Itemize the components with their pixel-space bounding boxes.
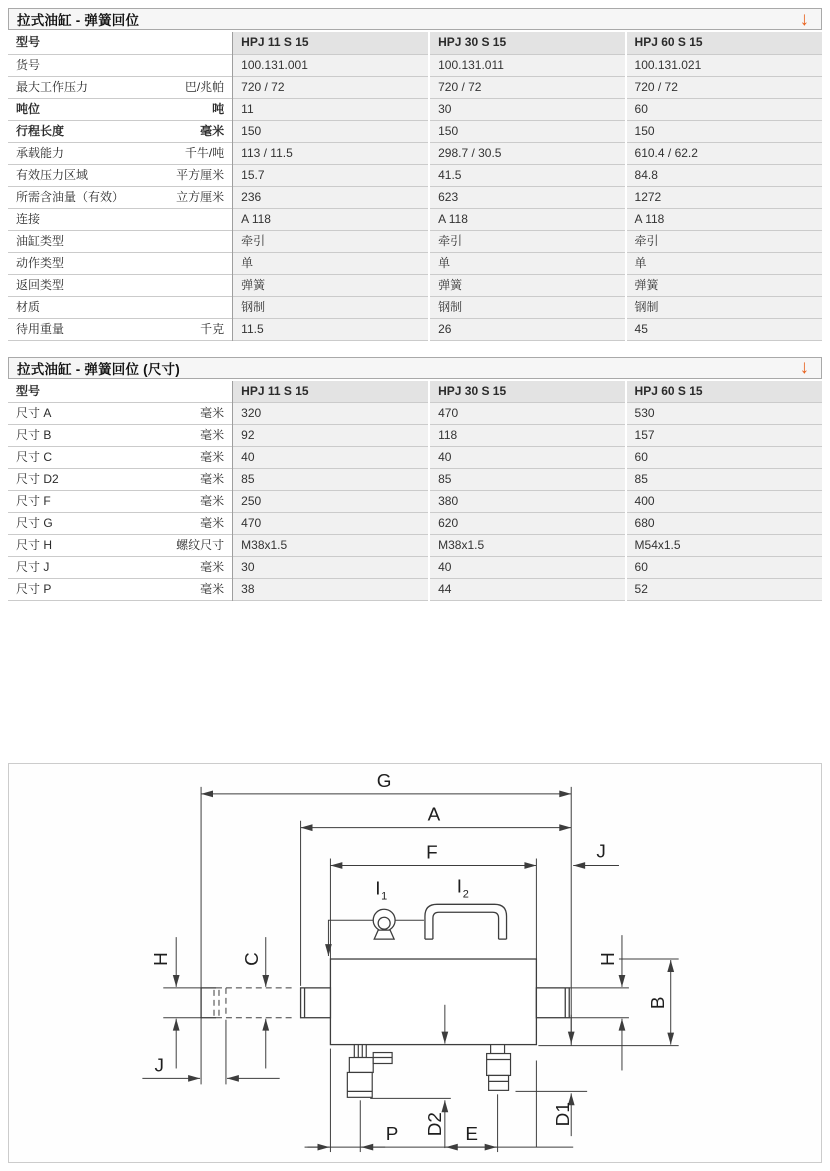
value-cell: 84.8 [626, 164, 822, 186]
row-label: 尺寸 D2 [16, 472, 59, 486]
row-unit: 千克 [200, 321, 225, 336]
value-cell: 11.5 [233, 318, 429, 340]
value-cell: 610.4 / 62.2 [626, 142, 822, 164]
table-row [8, 425, 822, 447]
model-header: 型号 [8, 381, 233, 403]
value-cell: 85 [233, 469, 429, 491]
dimension-section [8, 357, 822, 602]
value-cell: 45 [626, 318, 822, 340]
row-unit: 千牛/吨 [184, 145, 225, 160]
value-cell: 40 [429, 447, 625, 469]
table-row [8, 252, 822, 274]
table-row [8, 447, 822, 469]
table-header-row [8, 381, 822, 403]
row-unit: 毫米 [200, 516, 225, 530]
row-label-cell [8, 447, 233, 469]
handle-icon [425, 904, 507, 939]
value-cell: 60 [626, 98, 822, 120]
table-row [8, 469, 822, 491]
table-row [8, 491, 822, 513]
value-cell: 250 [233, 491, 429, 513]
table-row [8, 403, 822, 425]
value-cell: 15.7 [233, 164, 429, 186]
row-unit: 毫米 [200, 582, 225, 596]
value-cell: M38x1.5 [233, 535, 429, 557]
row-label: 返回类型 [16, 277, 65, 292]
column-header: HPJ 60 S 15 [626, 32, 822, 54]
value-cell: 11 [233, 98, 429, 120]
row-label-cell [8, 469, 233, 491]
value-cell: A 118 [429, 208, 625, 230]
dim-label-h-left: H [151, 952, 173, 966]
value-cell: 40 [233, 447, 429, 469]
value-cell: A 118 [626, 208, 822, 230]
row-label-cell [8, 425, 233, 447]
dim-label-g: G [376, 770, 392, 792]
value-cell: 150 [626, 120, 822, 142]
value-cell: 100.131.011 [429, 54, 625, 76]
row-unit: 毫米 [200, 472, 225, 486]
row-label-cell [8, 579, 233, 601]
spec-table [8, 32, 822, 341]
row-label-cell [8, 252, 233, 274]
table-row [8, 208, 822, 230]
value-cell: 150 [429, 120, 625, 142]
row-unit: 立方厘米 [176, 189, 225, 204]
table-row [8, 142, 822, 164]
row-unit: 毫米 [200, 494, 225, 508]
row-unit: 毫米 [200, 406, 225, 420]
row-label-cell [8, 186, 233, 208]
value-cell: 钢制 [429, 296, 625, 318]
value-cell: 620 [429, 513, 625, 535]
row-label-cell [8, 164, 233, 186]
table-row [8, 164, 822, 186]
row-label-cell [8, 535, 233, 557]
download-arrow-icon[interactable]: ↓ [799, 357, 809, 378]
value-cell: 26 [429, 318, 625, 340]
value-cell: 236 [233, 186, 429, 208]
row-label-cell [8, 142, 233, 164]
row-label-cell [8, 208, 233, 230]
row-label-cell [8, 403, 233, 425]
eyebolt-icon [373, 909, 395, 939]
dim-label-p: P [385, 1124, 399, 1146]
dim-label-a: A [427, 804, 441, 826]
value-cell: 720 / 72 [429, 76, 625, 98]
row-label: 货号 [16, 57, 41, 72]
dim-label-j-top: J [596, 841, 606, 863]
row-label: 待用重量 [16, 321, 65, 336]
row-label: 承载能力 [16, 145, 65, 160]
row-label: 尺寸 A [16, 406, 52, 420]
row-unit: 平方厘米 [176, 167, 225, 182]
table-row [8, 579, 822, 601]
value-cell: 60 [626, 447, 822, 469]
section-header [8, 8, 822, 30]
value-cell: 85 [429, 469, 625, 491]
row-label: 所需含油量（有效） [16, 189, 125, 204]
dim-label-i2: I [456, 876, 463, 898]
value-cell: M38x1.5 [429, 535, 625, 557]
value-cell: 623 [429, 186, 625, 208]
column-header: HPJ 30 S 15 [429, 381, 625, 403]
section-header [8, 357, 822, 379]
row-unit: 毫米 [200, 123, 225, 138]
value-cell: 44 [429, 579, 625, 601]
value-cell: 弹簧 [429, 274, 625, 296]
value-cell: 320 [233, 403, 429, 425]
value-cell: 弹簧 [233, 274, 429, 296]
table-row [8, 296, 822, 318]
table-row [8, 120, 822, 142]
row-label: 尺寸 P [16, 582, 52, 596]
value-cell: 400 [626, 491, 822, 513]
port-fittings [347, 1045, 510, 1098]
value-cell: 380 [429, 491, 625, 513]
dim-label-i2-sub: 2 [462, 888, 469, 901]
section-title: 拉式油缸 - 弹簧回位 [17, 13, 140, 28]
table-row [8, 186, 822, 208]
row-label-cell [8, 296, 233, 318]
value-cell: 530 [626, 403, 822, 425]
value-cell: 52 [626, 579, 822, 601]
value-cell: 单 [429, 252, 625, 274]
spec-section [8, 8, 822, 341]
row-label: 尺寸 H [16, 538, 53, 552]
row-label-cell [8, 54, 233, 76]
dim-label-j-left: J [154, 1055, 165, 1077]
dim-label-e: E [465, 1124, 479, 1146]
value-cell: A 118 [233, 208, 429, 230]
table-row [8, 54, 822, 76]
value-cell: 钢制 [233, 296, 429, 318]
row-unit: 毫米 [200, 560, 225, 574]
value-cell: 118 [429, 425, 625, 447]
value-cell: 150 [233, 120, 429, 142]
value-cell: 牵引 [626, 230, 822, 252]
row-label: 行程长度 [16, 123, 65, 138]
value-cell: 470 [233, 513, 429, 535]
value-cell: 85 [626, 469, 822, 491]
value-cell: 单 [626, 252, 822, 274]
dimension-diagram [9, 764, 821, 1162]
value-cell: 30 [233, 557, 429, 579]
value-cell: 钢制 [626, 296, 822, 318]
dim-label-d2: D2 [424, 1112, 446, 1137]
model-header: 型号 [8, 32, 233, 54]
value-cell: 41.5 [429, 164, 625, 186]
table-row [8, 98, 822, 120]
row-label: 动作类型 [16, 255, 65, 270]
row-label: 尺寸 J [16, 560, 50, 574]
row-label: 有效压力区域 [16, 167, 89, 182]
value-cell: 100.131.021 [626, 54, 822, 76]
row-unit: 毫米 [200, 428, 225, 442]
row-label-cell [8, 230, 233, 252]
dim-label-i1-sub: 1 [381, 890, 388, 903]
row-unit: 毫米 [200, 450, 225, 464]
value-cell: 157 [626, 425, 822, 447]
row-label-cell [8, 491, 233, 513]
dimension-table [8, 381, 822, 602]
column-header: HPJ 11 S 15 [233, 32, 429, 54]
table-row [8, 274, 822, 296]
value-cell: 60 [626, 557, 822, 579]
dim-label-h-right: H [598, 952, 619, 966]
row-label-cell [8, 557, 233, 579]
value-cell: 牵引 [233, 230, 429, 252]
value-cell: 38 [233, 579, 429, 601]
column-header: HPJ 11 S 15 [233, 381, 429, 403]
row-label-cell [8, 513, 233, 535]
value-cell: 单 [233, 252, 429, 274]
row-unit: 巴/兆帕 [184, 79, 225, 94]
row-label-cell [8, 98, 233, 120]
row-label: 油缸类型 [16, 233, 65, 248]
table-header-row [8, 32, 822, 54]
value-cell: 720 / 72 [233, 76, 429, 98]
table-row [8, 557, 822, 579]
value-cell: 720 / 72 [626, 76, 822, 98]
download-arrow-icon[interactable]: ↓ [799, 8, 809, 30]
row-unit: 吨 [212, 101, 225, 116]
value-cell: M54x1.5 [626, 535, 822, 557]
value-cell: 470 [429, 403, 625, 425]
dim-label-f: F [426, 842, 438, 864]
section-title: 拉式油缸 - 弹簧回位 (尺寸) [17, 361, 180, 377]
row-label: 连接 [16, 211, 41, 226]
row-label: 尺寸 G [16, 516, 53, 530]
value-cell: 298.7 / 30.5 [429, 142, 625, 164]
row-label: 尺寸 C [16, 450, 53, 464]
dim-label-c: C [241, 952, 263, 966]
technical-drawing-box [8, 763, 822, 1163]
row-label-cell [8, 76, 233, 98]
table-row [8, 76, 822, 98]
dim-label-d1: D1 [553, 1102, 575, 1127]
row-label: 材质 [16, 299, 41, 314]
row-label: 吨位 [16, 101, 41, 116]
row-label: 最大工作压力 [16, 79, 89, 94]
value-cell: 牵引 [429, 230, 625, 252]
value-cell: 1272 [626, 186, 822, 208]
value-cell: 弹簧 [626, 274, 822, 296]
column-header: HPJ 60 S 15 [626, 381, 822, 403]
row-label: 尺寸 F [16, 494, 51, 508]
table-row [8, 230, 822, 252]
value-cell: 30 [429, 98, 625, 120]
value-cell: 680 [626, 513, 822, 535]
row-label-cell [8, 120, 233, 142]
dim-label-i1: I [375, 878, 381, 900]
table-row [8, 535, 822, 557]
value-cell: 40 [429, 557, 625, 579]
value-cell: 92 [233, 425, 429, 447]
value-cell: 113 / 11.5 [233, 142, 429, 164]
dim-label-b: B [647, 996, 669, 1010]
column-header: HPJ 30 S 15 [429, 32, 625, 54]
row-label-cell [8, 274, 233, 296]
row-unit: 螺纹尺寸 [176, 538, 225, 552]
table-row [8, 318, 822, 340]
row-label: 尺寸 B [16, 428, 52, 442]
row-label-cell [8, 318, 233, 340]
table-row [8, 513, 822, 535]
value-cell: 100.131.001 [233, 54, 429, 76]
